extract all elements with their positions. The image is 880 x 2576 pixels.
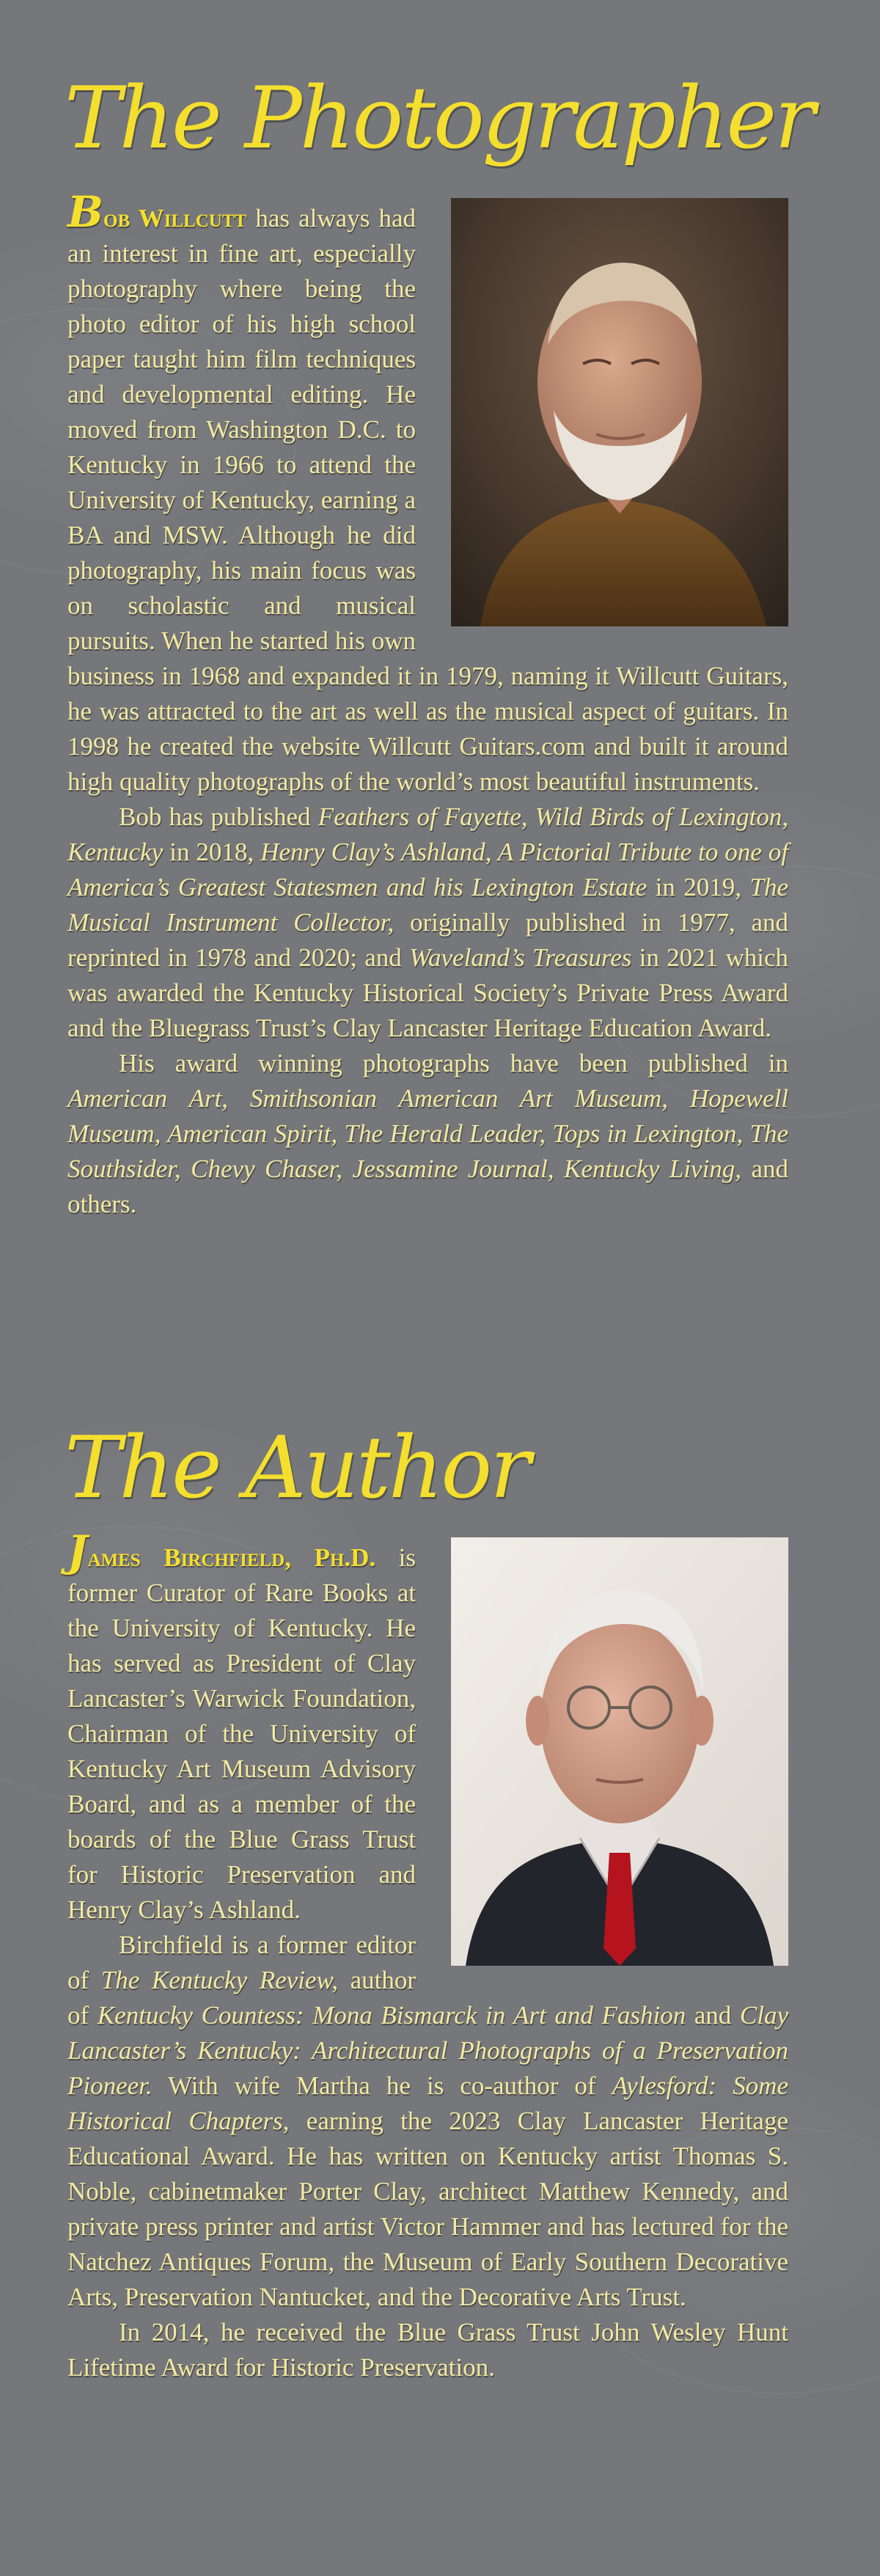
book-title: The Kentucky Review,: [100, 1966, 338, 1994]
book-title: Aylesford: Some Historical Chapters,: [67, 2071, 788, 2135]
author-paragraph-3: In 2014, he received the Blue Grass Trust John Wesley Hunt Lifetime Award for Historic Preservation.: [67, 2318, 788, 2382]
photographer-paragraph-2: Bob has published Feathers of Fayette, Wild Birds of Lexington, Kentucky in 2018, Henry Clay’s Ashland, A Pictorial Tribute to one of America’s Greatest Statesmen and his Lexington Estate in 2019, The Musical Instrument Collector, originally published in 1977, and reprinted in 1978 and 2020; and Waveland’s Treasures in 2021 which was awarded the Kentucky Historical Society’s Private Press Award and the Bluegrass Trust’s Clay Lancaster Heritage Education Award.: [67, 802, 788, 1042]
photographer-paragraph-3: His award winning photographs have been published in American Art, Smithsonian American Art Museum, Hopewell Museum, American Spirit, The Herald Leader, Tops in Lexington, The Southsider, Chevy Chaser, Jessamine Journal, Kentucky Living, and others.: [67, 1049, 788, 1218]
book-title: Clay Lancaster’s Kentucky: Architectural Photographs of a Preservation Pioneer.: [67, 2001, 788, 2100]
author-title: The Author: [65, 1419, 529, 1518]
photographer-portrait: [451, 198, 788, 626]
book-title: Feathers of Fayette, Wild Birds of Lexington, Kentucky: [67, 802, 788, 866]
book-title: Kentucky Countess: Mona Bismarck in Art and Fashion: [97, 2001, 686, 2030]
photographer-section: [67, 187, 788, 1222]
photographer-dropcap: B: [67, 187, 104, 237]
author-name: James Birchfield, Ph.D.: [67, 1526, 376, 1576]
author-section: [67, 1526, 788, 2385]
book-title: Waveland’s Treasures: [409, 943, 632, 972]
photographer-paragraph-1: Bob Willcutt has always had an interest in fine art, especially photography where being the photo editor of his high school paper taught him film techniques and developmental editing. He moved from Washington D.C. to Kentucky in 1966 to attend the University of Kentucky, earning a BA and MSW. Although he did photography, his main focus was on scholastic and musical pursuits. When he started his own business in 1968 and expanded it in 1979, naming it Willcutt Guitars, he was attracted to the art as well as the musical aspect of guitars. In 1998 he created the website Willcutt Guitars.com and built it around high quality photographs of the world’s most beautiful instruments.: [67, 187, 788, 796]
photographer-portrait-image: [451, 198, 788, 626]
book-title: Henry Clay’s Ashland, A Pictorial Tribute to one of America’s Greatest Statesmen and his Lexington Estate: [67, 838, 788, 901]
author-dropcap: J: [67, 1526, 88, 1576]
author-portrait-image: [451, 1537, 788, 1966]
photographer-name: Bob Willcutt: [67, 187, 247, 237]
author-paragraph-1: James Birchfield, Ph.D. is former Curator of Rare Books at the University of Kentucky. He has served as President of Clay Lancaster’s Warwick Foundation, Chairman of the University of Kentucky Art Museum Advisory Board, and as a member of the boards of the Blue Grass Trust for Historic Preservation and Henry Clay’s Ashland.: [67, 1526, 416, 1924]
photographer-title: The Photographer: [65, 69, 813, 168]
author-portrait: [451, 1537, 788, 1966]
author-paragraph-2: Birchfield is a former editor of The Kentucky Review, author of Kentucky Countess: Mona Bismarck in Art and Fashion and Clay Lancaster’s Kentucky: Architectural Photographs of a Preservation Pioneer. With wife Martha he is co-author of Aylesford: Some Historical Chapters, earning the 2023 Clay Lancaster Heritage Educational Award. He has written on Kentucky artist Thomas S. Noble, cabinetmaker Porter Clay, architect Matthew Kennedy, and private press printer and artist Victor Hammer and has lectured for the Natchez Antiques Forum, the Museum of Early Southern Decorative Arts, Preservation Nantucket, and the Decorative Arts Trust.: [67, 1931, 788, 2311]
book-title: The Musical Instrument Collector,: [67, 873, 788, 937]
publication-list: American Art, Smithsonian American Art Museum, Hopewell Museum, American Spirit, The Herald Leader, Tops in Lexington, The Southsider, Chevy Chaser, Jessamine Journal, Kentucky Living,: [67, 1084, 788, 1183]
